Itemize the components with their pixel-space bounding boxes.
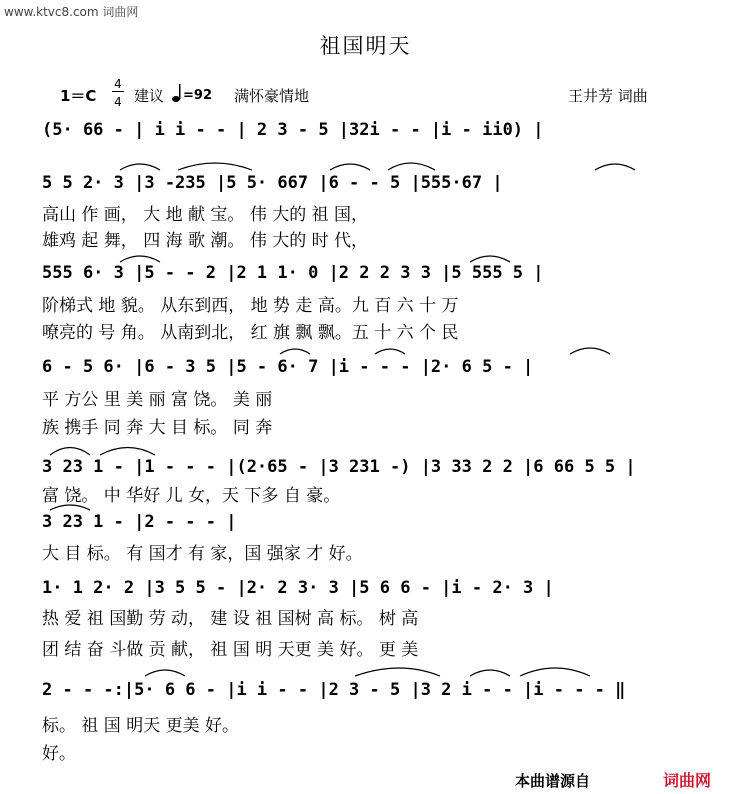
quarter-note-icon: [172, 84, 182, 102]
notation-line: 1· 1 2· 2 |3 5 5 - |2· 2 3· 3 |5 6 6 - |i - 2· 3 |: [42, 578, 554, 598]
site-logo[interactable]: 词曲网: [663, 771, 712, 790]
lyric-line: 热 爱 祖 国勤 劳 动， 建 设 祖 国树 高 标。 树 高: [42, 609, 419, 629]
notation-line: 6 - 5 6· |6 - 3 5 |5 - 6· 7 |i - - - |2· 6 5 - |: [42, 357, 534, 377]
notation-line: 2 - - -:|5· 6 6 - |i i - - |2 3 - 5 |3 2 i - - |i - - - ‖: [42, 680, 626, 700]
lyric-line: 平 方公 里 美 丽 富 饶。 美 丽: [42, 390, 273, 410]
lyric-line: 大 目 标。 有 国才 有 家，国 强家 才 好。: [42, 544, 363, 564]
lyric-line: 团 结 奋 斗做 贡 献， 祖 国 明 天更 美 好。 更 美: [42, 640, 419, 660]
lyric-line: 雄鸡 起 舞， 四 海 歌 潮。 伟 大的 时 代，: [42, 231, 369, 251]
notation-line: (5· 66 - | i i - - | 2 3 - 5 |32i - - |i - ii0) |: [42, 120, 544, 140]
lyric-line: 族 携手 同 奔 大 目 标。 同 奔: [42, 418, 273, 438]
notation-line: 5 5 2· 3 |3 -235 |5 5· 667 |6 - - 5 |555·67 |: [42, 173, 503, 193]
song-title: 祖国明天: [319, 34, 412, 58]
tempo-prefix: 建议: [134, 87, 165, 105]
lyric-line: 嘹亮的 号 角。 从南到北， 红 旗 飘 飘。五 十 六 个 民: [42, 323, 459, 343]
lyric-line: 富 饶。 中 华好 儿 女，天 下多 自 豪。: [42, 486, 341, 506]
source-label: 本曲谱源自: [515, 772, 591, 790]
tempo-value: =92: [183, 88, 212, 103]
notation-line: 3 23 1 - |1 - - - |(2·65 - |3 231 -) |3 33 2 2 |6 66 5 5 |: [42, 457, 636, 477]
expression-mark: 满怀豪情地: [234, 87, 310, 105]
composer-credit: 王井芳 词曲: [568, 87, 648, 105]
lyric-line: 高山 作 画， 大 地 献 宝。 伟 大的 祖 国，: [42, 205, 369, 225]
key-signature: 1＝C: [60, 87, 97, 105]
lyric-line: 阶梯式 地 貌。 从东到西， 地 势 走 高。九 百 六 十 万: [42, 296, 459, 316]
notation-line: 555 6· 3 |5 - - 2 |2 1 1· 0 |2 2 2 3 3 |5 555 5 |: [42, 263, 544, 283]
time-signature-bar: [112, 91, 124, 92]
lyric-line: 标。 祖 国 明天 更美 好。: [42, 716, 240, 736]
notation-line: 3 23 1 - |2 - - - |: [42, 512, 237, 532]
time-signature-bottom: 4: [114, 95, 122, 109]
site-watermark: www.ktvc8.com 词曲网: [4, 5, 139, 19]
time-signature-top: 4: [114, 77, 122, 91]
lyric-line: 好。: [42, 744, 76, 764]
